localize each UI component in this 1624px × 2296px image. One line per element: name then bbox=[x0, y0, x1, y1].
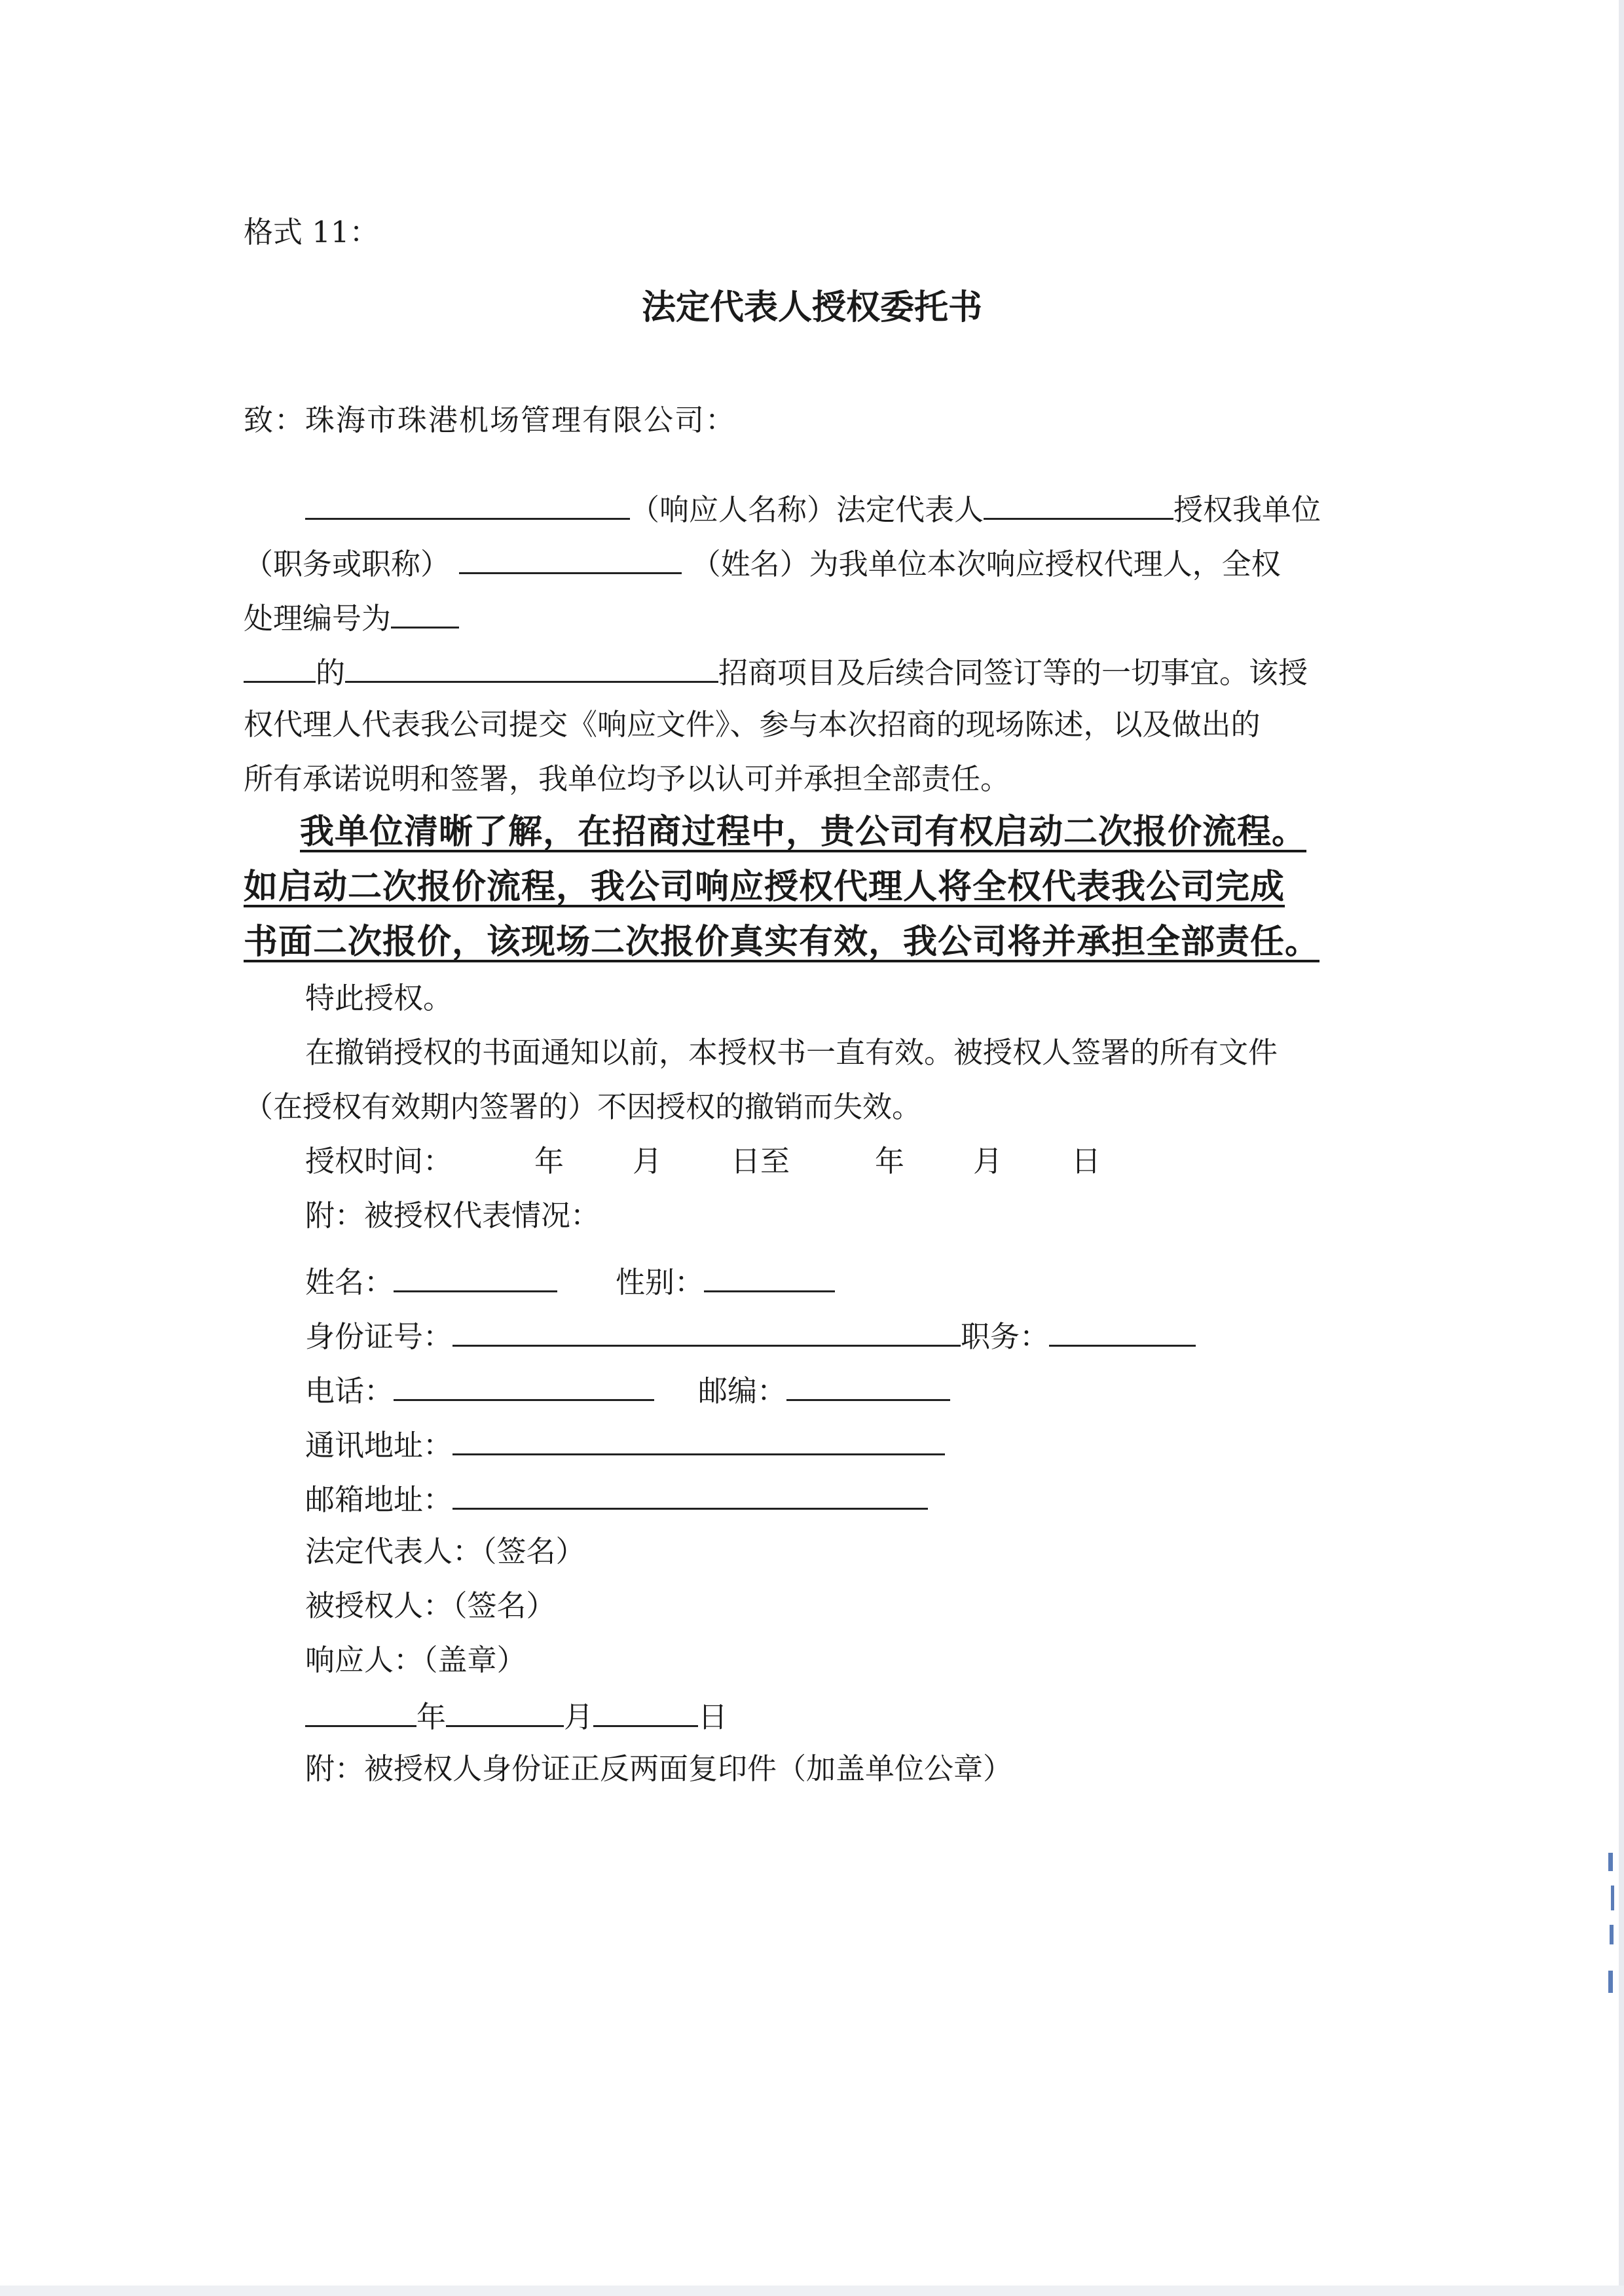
bold-line-2: 如启动二次报价流程，我公司响应授权代理人将全权代表我公司完成 bbox=[244, 867, 1285, 907]
postcode-blank bbox=[786, 1369, 950, 1401]
recipient: 致：珠海市珠港机场管理有限公司： bbox=[244, 403, 737, 437]
signature-date bbox=[305, 1695, 728, 1737]
responder-name-blank bbox=[305, 488, 630, 520]
phone-blank bbox=[394, 1369, 654, 1401]
legal-rep-signature: 法定代表人：（签名） bbox=[305, 1534, 585, 1569]
attachment-label: 附：被授权代表情况： bbox=[305, 1198, 600, 1233]
auth-month-1: 月 bbox=[633, 1144, 663, 1178]
position-label: 职务： bbox=[961, 1319, 1050, 1354]
address-blank bbox=[452, 1423, 945, 1455]
sign-day-blank bbox=[593, 1695, 698, 1727]
field-row-email bbox=[305, 1478, 928, 1520]
scan-edge-bottom bbox=[0, 2286, 1624, 2296]
auth-day-2: 日 bbox=[1071, 1144, 1101, 1178]
format-label: 格式 11： bbox=[244, 215, 379, 249]
sign-year-blank bbox=[305, 1695, 416, 1727]
email-label: 邮箱地址： bbox=[305, 1482, 453, 1517]
address-label: 通讯地址： bbox=[305, 1428, 453, 1463]
id-blank bbox=[452, 1315, 961, 1347]
auth-year-2: 年 bbox=[875, 1144, 905, 1178]
legal-rep-blank bbox=[984, 488, 1173, 520]
para1-text-1b: 授权我单位 bbox=[1173, 492, 1321, 527]
document-title: 法定代表人授权委托书 bbox=[641, 287, 982, 327]
field-row-phone bbox=[305, 1369, 654, 1411]
name-label: 姓名： bbox=[305, 1265, 394, 1300]
binding-mark-4 bbox=[1608, 1971, 1613, 1993]
sign-month-label: 月 bbox=[564, 1700, 594, 1734]
para1-text-3: 处理编号为 bbox=[244, 601, 392, 636]
sign-month-blank bbox=[446, 1695, 564, 1727]
binding-mark-1 bbox=[1608, 1853, 1613, 1871]
auth-day-1: 日至 bbox=[731, 1144, 790, 1178]
responder-seal: 响应人：（盖章） bbox=[305, 1643, 526, 1677]
para1-text-2b: （姓名）为我单位本次响应授权代理人，全权 bbox=[691, 547, 1281, 581]
para1-line6: 所有承诺说明和签署，我单位均予以认可并承担全部责任。 bbox=[244, 761, 1010, 796]
field-row-id bbox=[305, 1315, 1196, 1357]
number-blank-a bbox=[391, 596, 459, 629]
special-authorization: 特此授权。 bbox=[305, 981, 453, 1015]
para1-text-1a: （响应人名称）法定代表人 bbox=[630, 492, 984, 527]
name-blank bbox=[394, 1260, 557, 1292]
binding-mark-3 bbox=[1610, 1925, 1614, 1944]
binding-mark-2 bbox=[1611, 1886, 1614, 1910]
para1-line1 bbox=[305, 488, 1321, 530]
validity-line-1: 在撤销授权的书面通知以前，本授权书一直有效。被授权人签署的所有文件 bbox=[305, 1035, 1278, 1070]
gender-blank bbox=[704, 1260, 835, 1292]
authorized-signature: 被授权人：（签名） bbox=[305, 1588, 556, 1623]
id-label: 身份证号： bbox=[305, 1319, 453, 1354]
para1-line2 bbox=[244, 542, 1281, 584]
scan-edge-right bbox=[1619, 0, 1624, 2296]
gender-label: 性别： bbox=[616, 1265, 705, 1300]
para1-text-4b: 招商项目及后续合同签订等的一切事宜。该授 bbox=[718, 655, 1308, 690]
project-name-blank bbox=[345, 651, 718, 683]
para1-line3 bbox=[244, 596, 459, 638]
sign-year-label: 年 bbox=[416, 1700, 447, 1734]
position-blank bbox=[1049, 1315, 1196, 1347]
validity-line-2: （在授权有效期内签署的）不因授权的撤销而失效。 bbox=[244, 1089, 922, 1124]
auth-month-2: 月 bbox=[973, 1144, 1003, 1178]
bold-line-1: 我单位清晰了解，在招商过程中，贵公司有权启动二次报价流程。 bbox=[300, 812, 1307, 852]
postcode-label: 邮编： bbox=[698, 1374, 787, 1408]
sign-day-label: 日 bbox=[698, 1700, 728, 1734]
number-blank-b bbox=[244, 651, 316, 683]
field-row-postcode bbox=[698, 1369, 950, 1411]
field-row-address bbox=[305, 1423, 945, 1465]
field-row-gender bbox=[616, 1260, 835, 1302]
field-row-name bbox=[305, 1260, 557, 1302]
auth-year-1: 年 bbox=[534, 1144, 564, 1178]
phone-label: 电话： bbox=[305, 1374, 394, 1408]
para1-text-4a: 的 bbox=[316, 655, 346, 690]
bold-line-3: 书面二次报价，该现场二次报价真实有效，我公司将并承担全部责任。 bbox=[244, 922, 1320, 962]
para1-line4 bbox=[244, 651, 1308, 693]
agent-name-blank bbox=[459, 542, 682, 574]
id-copy-note: 附：被授权人身份证正反两面复印件（加盖单位公章） bbox=[305, 1751, 1013, 1786]
para1-line5: 权代理人代表我公司提交《响应文件》、参与本次招商的现场陈述，以及做出的 bbox=[244, 707, 1261, 742]
auth-time-label: 授权时间： bbox=[305, 1144, 453, 1178]
para1-text-2a: （职务或职称） bbox=[244, 547, 451, 581]
email-blank bbox=[452, 1478, 928, 1510]
